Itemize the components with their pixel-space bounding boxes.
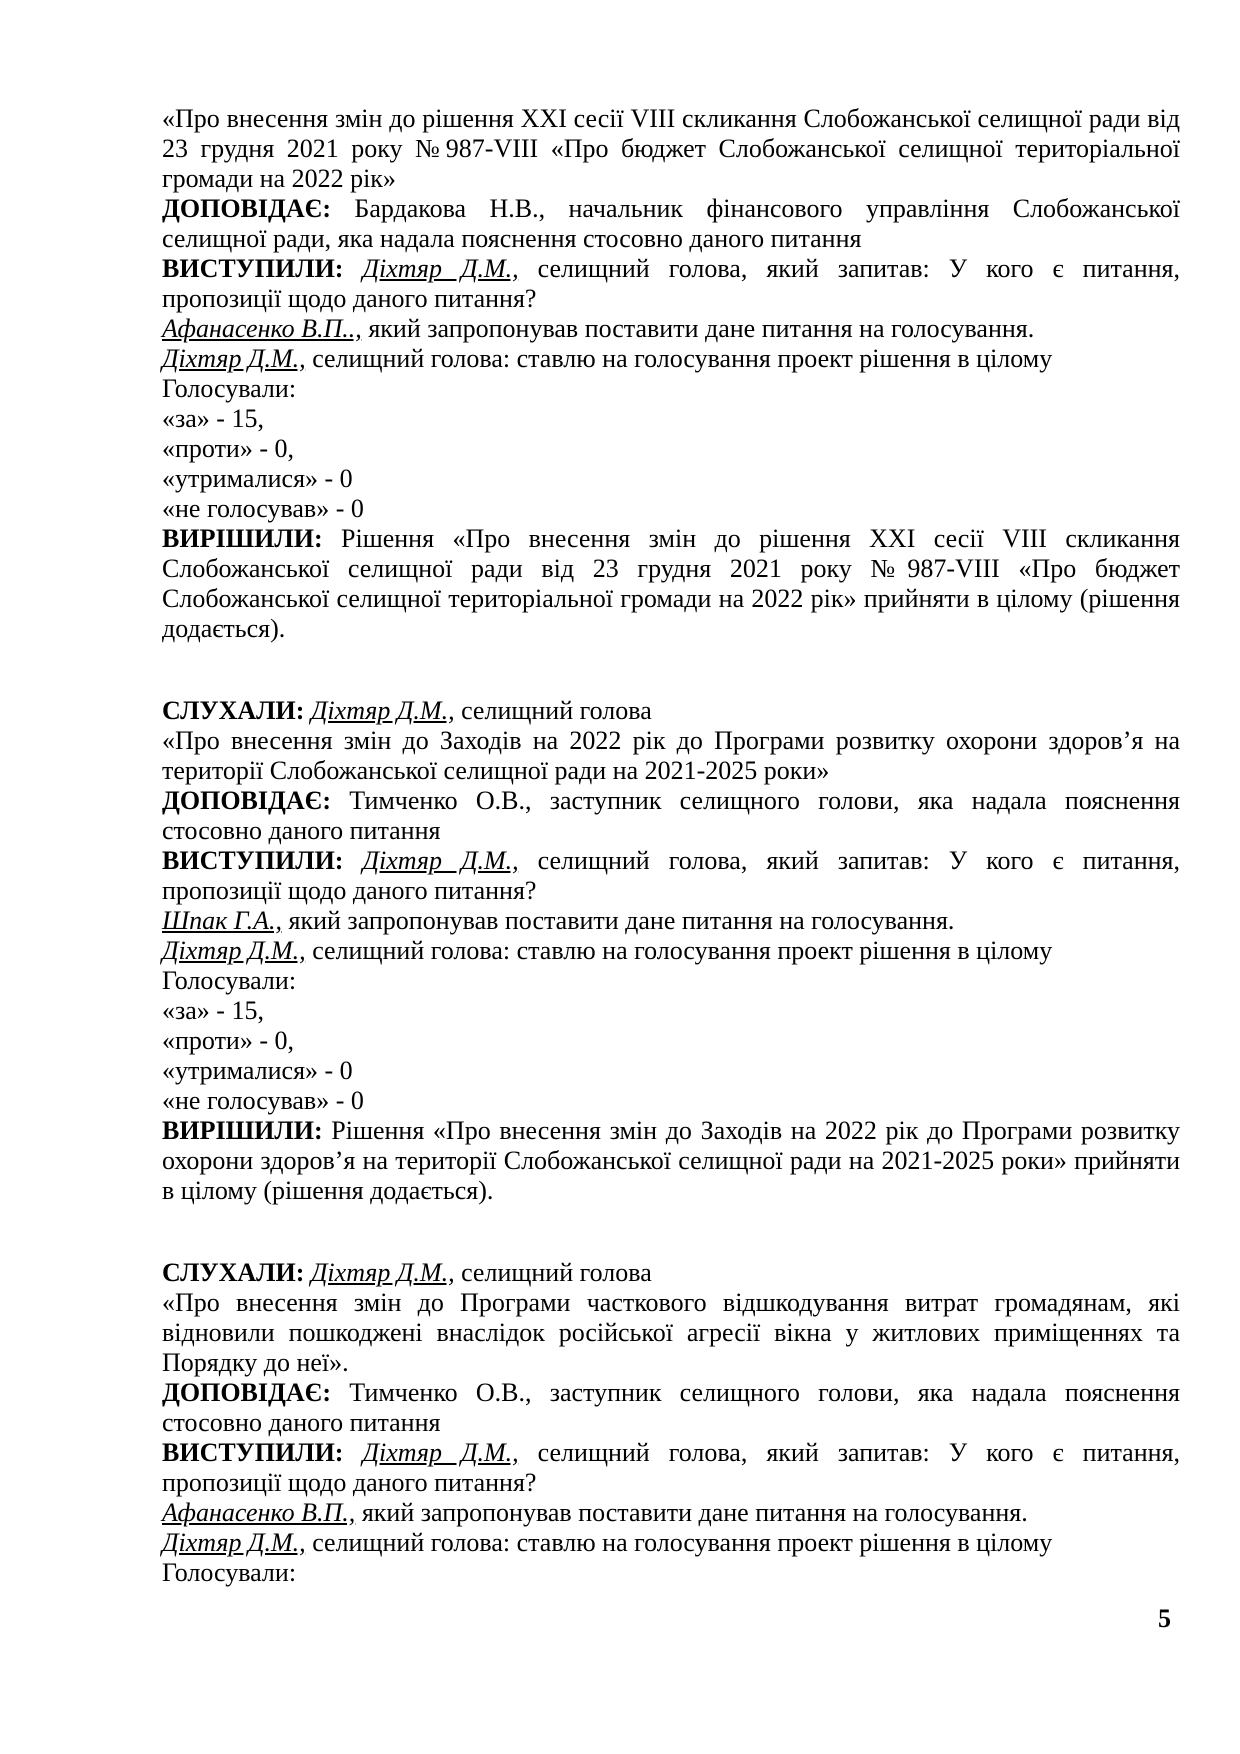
agenda-item-3 [162, 1258, 1180, 1588]
spacer [162, 674, 1180, 696]
proposer-text: який запропонував поставити дане питання на голосування. [361, 314, 1035, 343]
chair-name: Діхтяр Д.М., [162, 936, 306, 965]
vote-abstained: «утрималися» - 0 [162, 1056, 353, 1085]
heard-name: Діхтяр Д.М., [310, 696, 455, 725]
decision-paragraph [162, 524, 1180, 644]
speakers-paragraph [162, 254, 1180, 314]
speaker-text: селищний голова, який запитав: У кого є питання, пропозиції щодо даного питання? [162, 254, 1180, 313]
agenda-title: «Про внесення змін до рішення XXI сесії VIII скликання Слобожанської селищної ради від 23 грудня 2021 року №987-VIII «Про бюджет Слобожанської селищної територіальної громади на 2022 рік» [162, 104, 1180, 193]
decision-text: Рішення «Про внесення змін до рішення XXI сесії VIII скликання Слобожанської селищної ради від 23 грудня 2021 року №987-VIII «Про бюджет Слобожанської селищної територіальної громади на 2022 рік» прийняти в цілому (рішення додається). [162, 524, 1180, 643]
agenda-item-1 [162, 104, 1180, 644]
reporter-paragraph [162, 194, 1180, 254]
vote-against: «проти» - 0, [162, 434, 295, 463]
decision-paragraph [162, 1116, 1180, 1206]
speaker-name: Діхтяр Д.М., [362, 846, 519, 875]
reporter-text: Бардакова Н.В., начальник фінансового управління Слобожанської селищної ради, яка надала пояснення стосовно даного питання [162, 194, 1180, 253]
proposer-paragraph [162, 314, 1180, 344]
heard-paragraph [162, 696, 1180, 726]
voted-label: Голосували: [162, 1558, 297, 1587]
proposer-paragraph [162, 1498, 1180, 1528]
speakers-paragraph [162, 846, 1180, 906]
speaker-name: Діхтяр Д.М., [362, 254, 519, 283]
reporter-text: Тимченко О.В., заступник селищного голови, яка надала пояснення стосовно даного питання [162, 1378, 1180, 1437]
proposer-name: Шпак Г.А., [162, 906, 282, 935]
reporter-paragraph [162, 1378, 1180, 1438]
reporter-label: ДОПОВІДАЄ: [162, 1378, 331, 1407]
chair-text: селищний голова: ставлю на голосування проект рішення в цілому [305, 344, 1053, 373]
agenda-title: «Про внесення змін до Заходів на 2022 рік до Програми розвитку охорони здоров’я на території Слобожанської селищної ради на 2021-2025 роки» [162, 726, 1180, 785]
heard-text: селищний голова [454, 1258, 652, 1287]
reporter-text: Тимченко О.В., заступник селищного голови, яка надала пояснення стосовно даного питання [162, 786, 1180, 845]
chair-text: селищний голова: ставлю на голосування проект рішення в цілому [305, 1528, 1053, 1557]
proposer-paragraph [162, 906, 1180, 936]
heard-paragraph [162, 1258, 1180, 1288]
decided-label: ВИРІШИЛИ: [162, 1116, 323, 1145]
vote-against: «проти» - 0, [162, 1026, 295, 1055]
agenda-item-2 [162, 696, 1180, 1206]
chair-name: Діхтяр Д.М., [162, 1528, 306, 1557]
decision-text: Рішення «Про внесення змін до Заходів на 2022 рік до Програми розвитку охорони здоров’я на території Слобожанської селищної ради на 2021-2025 роки» прийняти в цілому (рішення додається). [162, 1116, 1180, 1205]
document-page [162, 104, 1180, 1588]
vote-abstained: «утрималися» - 0 [162, 464, 353, 493]
proposer-text: який запропонував поставити дане питання на голосування. [282, 906, 955, 935]
speakers-paragraph [162, 1438, 1180, 1498]
heard-text: селищний голова [454, 696, 652, 725]
heard-label: СЛУХАЛИ: [162, 696, 305, 725]
spacer [162, 1206, 1180, 1236]
decided-label: ВИРІШИЛИ: [162, 524, 323, 553]
chair-paragraph [162, 344, 1180, 374]
chair-paragraph [162, 936, 1180, 966]
spacer [162, 1236, 1180, 1258]
speakers-label: ВИСТУПИЛИ: [162, 1438, 344, 1467]
vote-not-voted: «не голосував» - 0 [162, 494, 364, 523]
spacer [162, 644, 1180, 674]
chair-name: Діхтяр Д.М., [162, 344, 306, 373]
voted-label: Голосували: [162, 966, 297, 995]
vote-for: «за» - 15, [162, 996, 264, 1025]
chair-text: селищний голова: ставлю на голосування проект рішення в цілому [305, 936, 1053, 965]
speaker-name: Діхтяр Д.М., [362, 1438, 519, 1467]
page-number: 5 [1158, 1604, 1171, 1633]
proposer-text: який запропонував поставити дане питання на голосування. [355, 1498, 1028, 1527]
proposer-name: Афанасенко В.П., [162, 1498, 356, 1527]
speakers-label: ВИСТУПИЛИ: [162, 846, 344, 875]
vote-not-voted: «не голосував» - 0 [162, 1086, 364, 1115]
reporter-label: ДОПОВІДАЄ: [162, 194, 331, 223]
voted-label: Голосували: [162, 374, 297, 403]
proposer-name: Афанасенко В.П.., [162, 314, 362, 343]
vote-for: «за» - 15, [162, 404, 264, 433]
chair-paragraph [162, 1528, 1180, 1558]
speaker-text: селищний голова, який запитав: У кого є питання, пропозиції щодо даного питання? [162, 1438, 1180, 1497]
reporter-label: ДОПОВІДАЄ: [162, 786, 331, 815]
heard-name: Діхтяр Д.М., [310, 1258, 455, 1287]
speaker-text: селищний голова, який запитав: У кого є питання, пропозиції щодо даного питання? [162, 846, 1180, 905]
heard-label: СЛУХАЛИ: [162, 1258, 305, 1287]
speakers-label: ВИСТУПИЛИ: [162, 254, 344, 283]
agenda-title: «Про внесення змін до Програми часткового відшкодування витрат громадянам, які відновили пошкоджені внаслідок російської агресії вікна у житлових приміщеннях та Порядку до неї». [162, 1288, 1180, 1377]
reporter-paragraph [162, 786, 1180, 846]
